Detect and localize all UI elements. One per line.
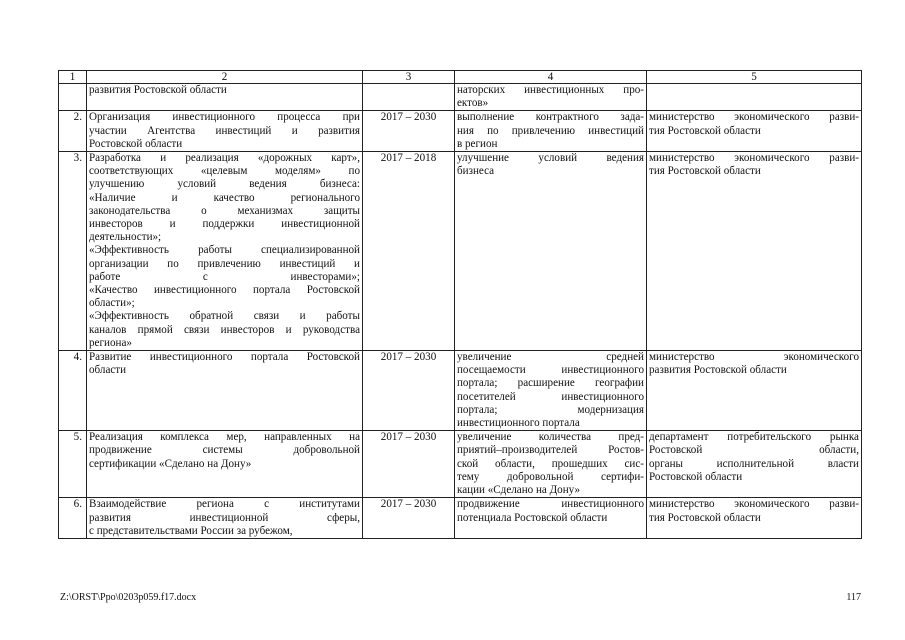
cell-num: 6. (59, 498, 87, 539)
cell-line: посещаемости инвестиционного (457, 364, 644, 377)
cell-line: приятий–производителей Ростов- (457, 444, 644, 457)
cell-num: 3. (59, 152, 87, 351)
cell-line: «Качество инвестиционного портала Ростовской (89, 284, 360, 297)
cell-line: области (89, 364, 127, 377)
cell-line: в регион (457, 137, 498, 150)
cell-line: департамент потребительского рынка (649, 431, 859, 444)
header-cell-4: 4 (455, 71, 647, 84)
cell-line: портала; модернизация (457, 403, 644, 416)
cell-measure (87, 498, 363, 539)
cell-line: Разработка и реализация «дорожных карт», (89, 152, 360, 165)
cell-line: Реализация комплекса мер, направленных на (89, 431, 360, 444)
cell-line: законодательства о механизмах защиты (89, 204, 360, 217)
table-row (59, 84, 862, 111)
cell-line: потенциала Ростовской области (457, 511, 608, 524)
cell-line: с представительствами России за рубежом, (89, 524, 293, 537)
cell-line: инвестиционного портала (457, 417, 580, 430)
cell-executor (647, 84, 862, 111)
header-cell-2: 2 (87, 71, 363, 84)
header-cell-3: 3 (363, 71, 455, 84)
cell-line: Развитие инвестиционного портала Ростовской (89, 351, 360, 364)
cell-line: Ростовской области (89, 137, 183, 150)
cell-line: продвижение системы добровольной (89, 444, 360, 457)
cell-line: министерство экономического разви- (649, 498, 859, 511)
cell-line: Организация инвестиционного процесса при (89, 111, 360, 124)
cell-line: тия Ростовской области (649, 165, 761, 178)
cell-line: каналов прямой связи инвесторов и руководства (89, 323, 360, 336)
cell-result (455, 431, 647, 498)
cell-executor (647, 152, 862, 351)
cell-line: работе с инвесторами»; (89, 270, 360, 283)
cell-line: «Эффективность работы специализированной (89, 244, 360, 257)
cell-num: 2. (59, 111, 87, 152)
cell-result (455, 152, 647, 351)
cell-line: министерство экономического разви- (649, 111, 859, 124)
table-row (59, 111, 862, 152)
cell-line: участии Агентства инвестиций и развития (89, 124, 360, 137)
cell-period: 2017 – 2030 (363, 498, 455, 539)
cell-line: наторских инвестиционных про- (457, 84, 644, 96)
cell-line: министерство экономического (649, 351, 859, 364)
cell-period: 2017 – 2018 (363, 152, 455, 351)
cell-executor (647, 431, 862, 498)
cell-line: увеличение средней (457, 351, 644, 364)
cell-period: 2017 – 2030 (363, 111, 455, 152)
measures-table (58, 70, 862, 539)
cell-line: региона» (89, 336, 132, 349)
cell-line: улучшению условий ведения бизнеса: (89, 178, 360, 191)
cell-line: Ростовской области, (649, 444, 859, 457)
page-number: 117 (846, 592, 861, 603)
cell-measure (87, 351, 363, 431)
cell-line: Ростовской области (649, 470, 743, 483)
cell-line: ской области, прошедших сис- (457, 457, 644, 470)
cell-line: «Наличие и качество регионального (89, 191, 360, 204)
cell-result (455, 84, 647, 111)
cell-line: тему добровольной сертифи- (457, 470, 644, 483)
cell-result (455, 498, 647, 539)
cell-num (59, 84, 87, 111)
cell-line: бизнеса (457, 165, 495, 178)
cell-result (455, 351, 647, 431)
cell-period: 2017 – 2030 (363, 351, 455, 431)
table-row (59, 431, 862, 498)
cell-line: увеличение количества пред- (457, 431, 644, 444)
cell-line: выполнение контрактного зада- (457, 111, 644, 124)
cell-num: 4. (59, 351, 87, 431)
cell-period: 2017 – 2030 (363, 431, 455, 498)
cell-line: сертификации «Сделано на Дону» (89, 457, 252, 470)
header-cell-1: 1 (59, 71, 87, 84)
cell-line: улучшение условий ведения (457, 152, 644, 165)
cell-line: деятельности»; (89, 231, 162, 244)
cell-line: соответствующих «целевым моделям» по (89, 165, 360, 178)
cell-line: министерство экономического разви- (649, 152, 859, 165)
cell-num: 5. (59, 431, 87, 498)
cell-line: развития Ростовской области (649, 364, 787, 377)
cell-line: посетителей инвестиционного (457, 390, 644, 403)
table-row (59, 351, 862, 431)
cell-line: Взаимодействие региона с институтами (89, 498, 360, 511)
cell-line: ния по привлечению инвестиций (457, 124, 644, 137)
cell-line: области»; (89, 297, 135, 310)
cell-line: развития инвестиционной сферы, (89, 511, 360, 524)
cell-line: «Эффективность обратной связи и работы (89, 310, 360, 323)
cell-executor (647, 351, 862, 431)
cell-line: органы исполнительной власти (649, 457, 859, 470)
table-body (59, 71, 862, 539)
cell-line: тия Ростовской области (649, 124, 761, 137)
table-row (59, 152, 862, 351)
cell-line: инвесторов и поддержки инвестиционной (89, 218, 360, 231)
cell-measure (87, 111, 363, 152)
header-cell-5: 5 (647, 71, 862, 84)
cell-measure (87, 152, 363, 351)
cell-line: организации по привлечению инвестиций и (89, 257, 360, 270)
cell-executor (647, 111, 862, 152)
cell-line: продвижение инвестиционного (457, 498, 644, 511)
header-row (59, 71, 862, 84)
table-row (59, 498, 862, 539)
cell-line: тия Ростовской области (649, 511, 761, 524)
cell-measure (87, 84, 363, 111)
cell-measure (87, 431, 363, 498)
cell-line: ектов» (457, 97, 489, 110)
cell-line: развития Ростовской области (89, 84, 227, 96)
cell-line: портала; расширение географии (457, 377, 644, 390)
file-path: Z:\ORST\Ppo\0203p059.f17.docx (60, 592, 197, 603)
cell-period (363, 84, 455, 111)
cell-result (455, 111, 647, 152)
cell-executor (647, 498, 862, 539)
cell-line: кации «Сделано на Дону» (457, 484, 581, 497)
